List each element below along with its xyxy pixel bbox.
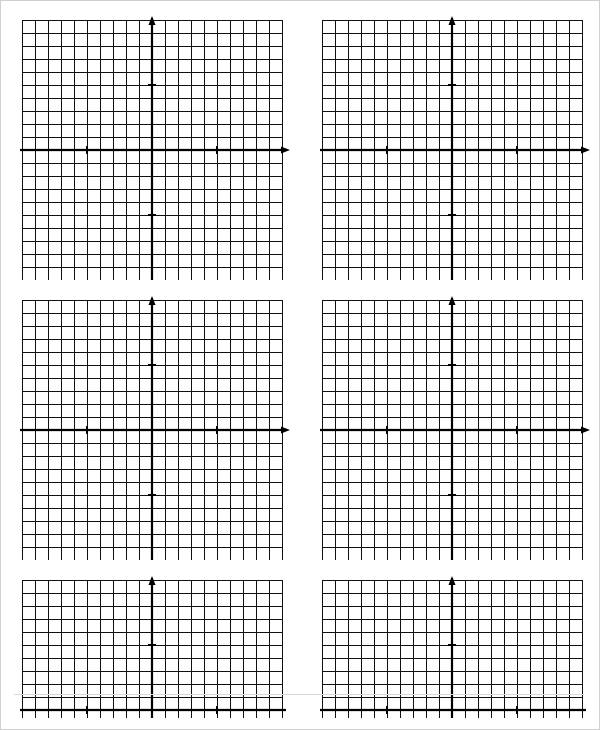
x-axis-arrow-icon xyxy=(581,427,590,434)
x-axis-arrow-icon xyxy=(281,147,290,154)
x-axis-arrow-icon xyxy=(281,427,290,434)
graph-grid xyxy=(16,296,290,561)
graph-grid xyxy=(16,16,290,281)
graph-grid xyxy=(316,296,590,561)
graph-grid xyxy=(16,576,286,730)
x-axis-arrow-icon xyxy=(581,147,590,154)
graph-grid xyxy=(316,16,590,281)
graph-grid xyxy=(316,576,586,730)
page-fold-line xyxy=(14,694,584,695)
